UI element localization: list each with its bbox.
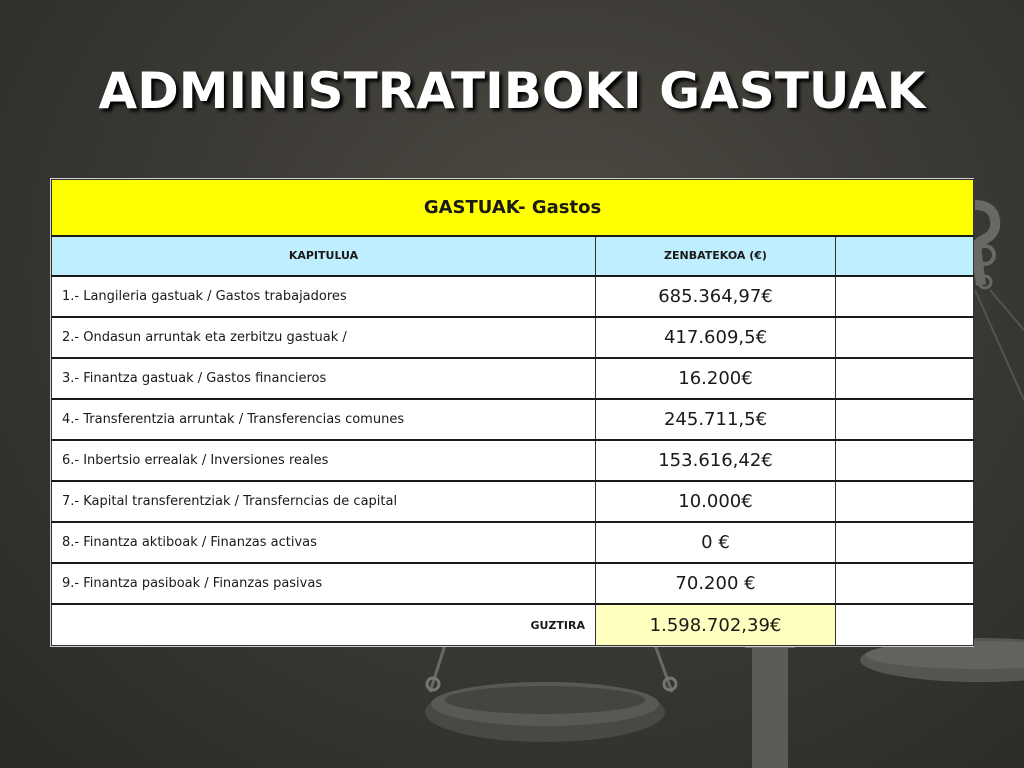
row-amount: 0 € <box>596 522 836 563</box>
row-amount: 10.000€ <box>596 481 836 522</box>
total-row <box>52 604 974 645</box>
total-label: GUZTIRA <box>52 604 596 645</box>
table-row <box>52 399 974 440</box>
row-amount: 153.616,42€ <box>596 440 836 481</box>
row-label: 7.- Kapital transferentziak / Transferncias de capital <box>52 481 596 522</box>
row-label: 1.- Langileria gastuak / Gastos trabajadores <box>52 276 596 317</box>
row-empty-cell <box>836 563 974 604</box>
row-label: 4.- Transferentzia arruntak / Transferencias comunes <box>52 399 596 440</box>
row-empty-cell <box>836 276 974 317</box>
table-row <box>52 358 974 399</box>
row-amount: 70.200 € <box>596 563 836 604</box>
row-empty-cell <box>836 481 974 522</box>
row-empty-cell <box>836 440 974 481</box>
table-header-row <box>52 236 974 276</box>
column-header-empty <box>836 236 974 276</box>
table-row <box>52 522 974 563</box>
row-label: 3.- Finantza gastuak / Gastos financieros <box>52 358 596 399</box>
table-caption-row <box>52 180 974 236</box>
row-amount: 417.609,5€ <box>596 317 836 358</box>
table-caption: GASTUAK- Gastos <box>52 180 974 236</box>
table-row <box>52 317 974 358</box>
table-row <box>52 276 974 317</box>
row-label: 6.- Inbertsio errealak / Inversiones reales <box>52 440 596 481</box>
expenses-table <box>50 178 974 647</box>
row-label: 8.- Finantza aktiboak / Finanzas activas <box>52 522 596 563</box>
row-empty-cell <box>836 399 974 440</box>
table-row <box>52 440 974 481</box>
row-amount: 245.711,5€ <box>596 399 836 440</box>
row-empty-cell <box>836 317 974 358</box>
total-amount: 1.598.702,39€ <box>596 604 836 645</box>
row-empty-cell <box>836 522 974 563</box>
row-label: 2.- Ondasun arruntak eta zerbitzu gastuak / <box>52 317 596 358</box>
row-amount: 685.364,97€ <box>596 276 836 317</box>
table-row <box>52 481 974 522</box>
row-amount: 16.200€ <box>596 358 836 399</box>
column-header-chapter: KAPITULUA <box>52 236 596 276</box>
column-header-amount: ZENBATEKOA (€) <box>596 236 836 276</box>
total-empty-cell <box>836 604 974 645</box>
row-empty-cell <box>836 358 974 399</box>
slide-title: ADMINISTRATIBOKI GASTUAK <box>98 62 926 120</box>
row-label: 9.- Finantza pasiboak / Finanzas pasivas <box>52 563 596 604</box>
table-row <box>52 563 974 604</box>
